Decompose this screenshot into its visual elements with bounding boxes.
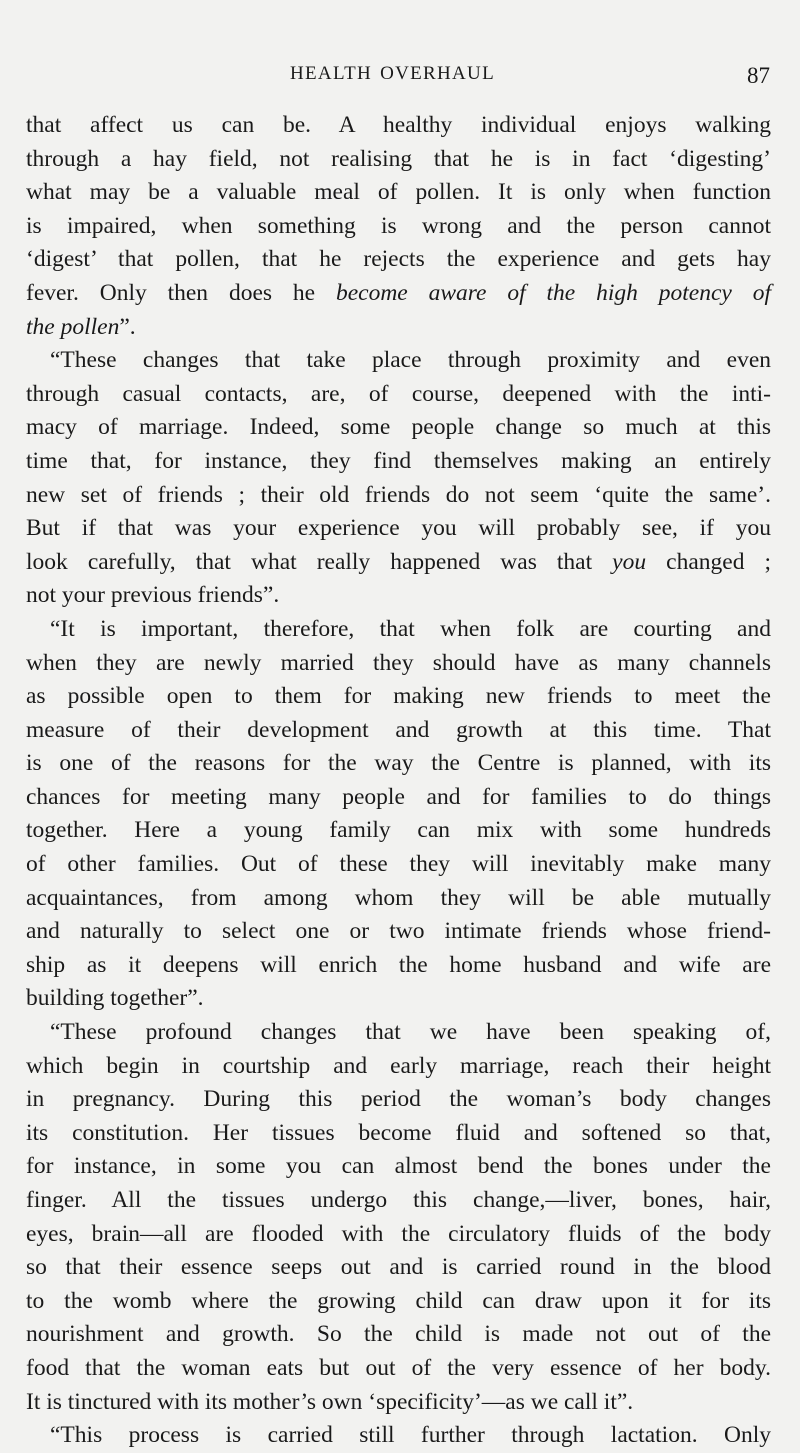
body-text <box>26 109 771 1453</box>
line-text: new set of friends ; their old friends do not seem ‘quite the same’. <box>26 481 771 508</box>
line-text: as possible open to them for making new friends to meet the <box>26 683 771 710</box>
text-line <box>26 1386 771 1420</box>
line-italic-text: become aware of the high potency of <box>335 279 772 306</box>
line-text: food that the woman eats but out of the very essence of her body. <box>26 1354 771 1381</box>
text-line <box>26 378 771 412</box>
text-line <box>26 512 771 546</box>
line-text: chances for meeting many people and for families to do things <box>26 783 771 810</box>
text-line <box>26 109 771 143</box>
line-text: nourishment and growth. So the child is made not out of the <box>26 1321 771 1348</box>
text-line <box>26 882 771 916</box>
line-trailing-text: changed ; <box>666 548 772 575</box>
text-line <box>26 579 771 613</box>
line-text: eyes, brain—all are flooded with the circulatory fluids of the body <box>26 1220 771 1247</box>
line-text: But if that was your experience you will probably see, if you <box>26 515 771 542</box>
page-number: 87 <box>747 63 770 88</box>
line-text: when they are newly married they should have as many channels <box>26 649 771 676</box>
line-italic-text: you <box>612 548 647 575</box>
text-line <box>26 1318 771 1352</box>
text-line <box>26 949 771 983</box>
line-text: measure of their development and growth at this time. That <box>26 716 771 743</box>
running-head: HEALTH OVERHAUL <box>290 63 495 84</box>
line-text: is impaired, when something is wrong and the person cannot <box>26 212 771 239</box>
text-line <box>26 243 771 277</box>
line-text: “It is important, therefore, that when folk are courting and <box>50 615 771 642</box>
text-line <box>26 1251 771 1285</box>
line-text: ‘digest’ that pollen, that he rejects the experience and gets hay <box>26 246 771 273</box>
text-line <box>26 848 771 882</box>
text-line <box>26 411 771 445</box>
line-text: ship as it deepens will enrich the home husband and wife are <box>26 951 771 978</box>
line-text: time that, for instance, they find themselves making an entirely <box>26 447 771 474</box>
line-text: that affect us can be. A healthy individual enjoys walking <box>26 112 771 138</box>
line-text: its constitution. Her tissues become fluid and softened so that, <box>26 1119 771 1146</box>
text-line <box>26 445 771 479</box>
text-line <box>26 1083 771 1117</box>
line-text: finger. All the tissues undergo this change,—liver, bones, hair, <box>26 1187 771 1213</box>
line-text: in pregnancy. During this period the woman’s body changes <box>26 1086 771 1113</box>
line-text: It is tinctured with its mother’s own ‘specificity’—as we call it”. <box>26 1388 634 1415</box>
line-text: which begin in courtship and early marriage, reach their height <box>26 1052 771 1079</box>
text-line <box>26 1016 771 1050</box>
text-line <box>26 982 771 1016</box>
text-line <box>26 747 771 781</box>
line-text: acquaintances, from among whom they will be able mutually <box>26 884 771 911</box>
line-text: macy of marriage. Indeed, some people change so much at this <box>26 414 771 441</box>
text-line <box>26 1117 771 1151</box>
text-line <box>26 176 771 210</box>
line-text: not your previous friends”. <box>26 582 280 609</box>
text-line <box>26 714 771 748</box>
text-line <box>26 781 771 815</box>
text-line <box>26 814 771 848</box>
text-line <box>26 210 771 244</box>
text-line <box>26 1150 771 1184</box>
line-text: “These changes that take place through proximity and even <box>50 347 771 374</box>
line-italic-text: the pollen <box>26 313 120 340</box>
line-text: what may be a valuable meal of pollen. It is only when function <box>26 179 771 206</box>
text-line <box>26 546 771 580</box>
text-line <box>26 311 771 345</box>
text-line <box>26 647 771 681</box>
line-trailing-text: ”. <box>119 313 136 340</box>
line-text: “These profound changes that we have been speaking of, <box>50 1019 771 1046</box>
line-text: through casual contacts, are, of course, deepened with the inti- <box>26 380 771 407</box>
text-line <box>26 1184 771 1218</box>
page-header <box>0 63 800 93</box>
line-text: and naturally to select one or two intimate friends whose friend- <box>26 918 771 945</box>
text-line <box>26 479 771 513</box>
line-text: through a hay field, not realising that he is in fact ‘digesting’ <box>26 145 771 172</box>
text-line <box>26 344 771 378</box>
text-line <box>26 1419 771 1453</box>
line-text: fever. Only then does he <box>26 279 316 306</box>
text-line <box>26 1050 771 1084</box>
text-line <box>26 613 771 647</box>
line-text: so that their essence seeps out and is carried round in the blood <box>26 1254 771 1281</box>
line-text: together. Here a young family can mix with some hundreds <box>26 817 771 844</box>
text-line <box>26 277 771 311</box>
line-text: for instance, in some you can almost bend the bones under the <box>26 1153 771 1180</box>
text-line <box>26 1352 771 1386</box>
line-text: of other families. Out of these they will inevitably make many <box>26 851 771 878</box>
text-line <box>26 1218 771 1252</box>
text-line <box>26 143 771 177</box>
line-text: building together”. <box>26 985 204 1012</box>
line-text: look carefully, that what really happened was that <box>26 548 593 575</box>
text-line <box>26 1285 771 1319</box>
line-text: to the womb where the growing child can draw upon it for its <box>26 1287 771 1314</box>
line-text: is one of the reasons for the way the Centre is planned, with its <box>26 750 771 777</box>
text-line <box>26 915 771 949</box>
text-line <box>26 680 771 714</box>
line-text: “This process is carried still further through lactation. Only <box>50 1422 771 1449</box>
